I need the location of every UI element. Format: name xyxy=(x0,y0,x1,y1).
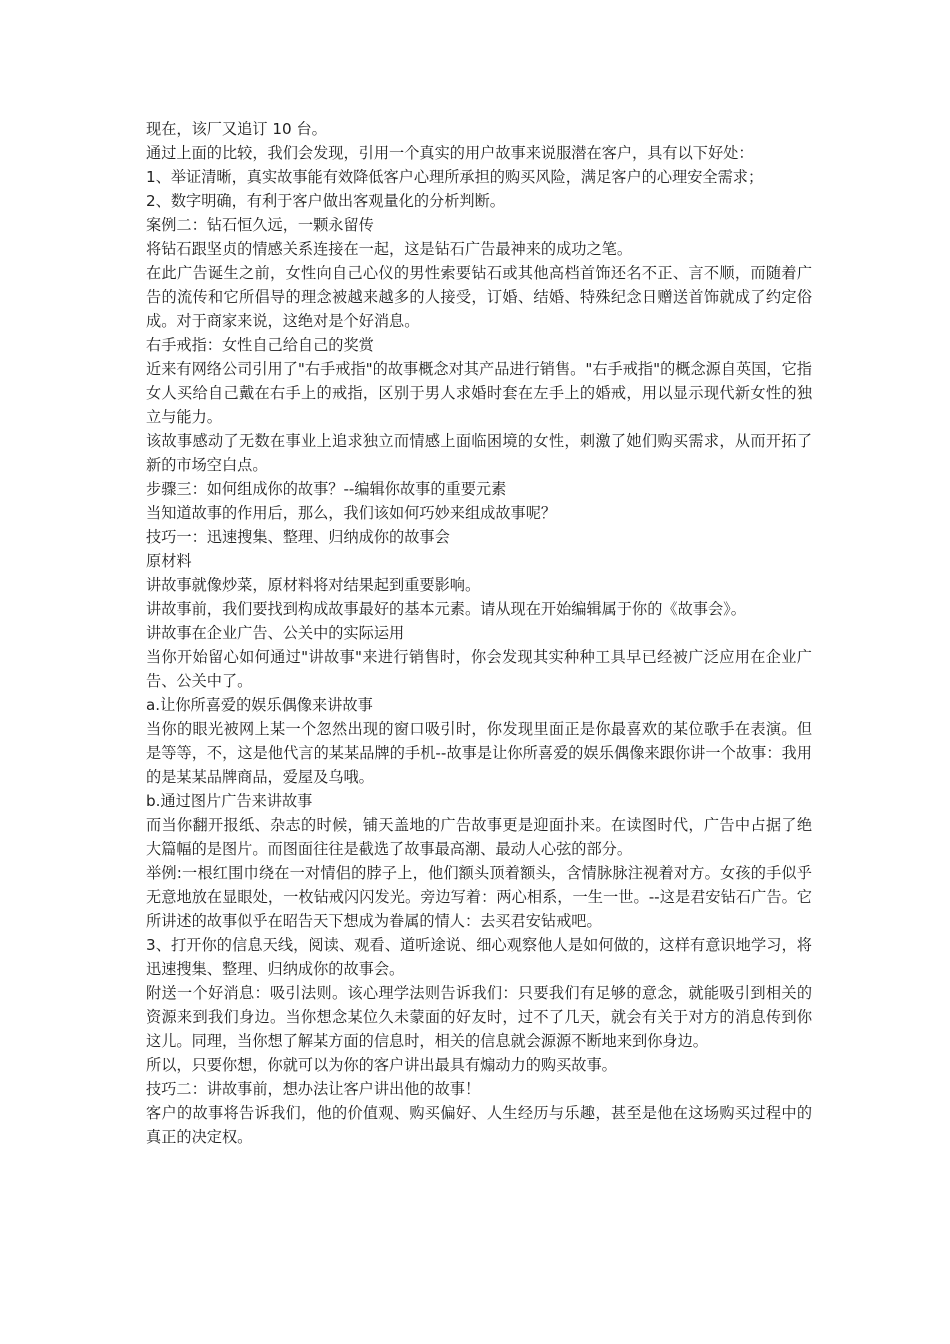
section-heading: 右手戒指：女性自己给自己的奖赏 xyxy=(146,336,374,354)
paragraph: 现在，该厂又追订 10 台。 xyxy=(146,120,327,138)
paragraph: 当知道故事的作用后，那么，我们该如何巧妙来组成故事呢？ xyxy=(146,504,557,522)
section-heading: 案例二：钻石恒久远，一颗永留传 xyxy=(146,216,374,234)
paragraph: 而当你翻开报纸、杂志的时候，铺天盖地的广告故事更是迎面扑来。在读图时代，广告中占据了绝大篇幅的是图片。而图面往往是截选了故事最高潮、最动人心弦的部分。 xyxy=(146,816,812,858)
section-heading: 讲故事在企业广告、公关中的实际运用 xyxy=(146,624,405,642)
paragraph: 将钻石跟坚贞的情感关系连接在一起，这是钻石广告最神来的成功之笔。 xyxy=(146,240,632,258)
section-heading: b.通过图片广告来讲故事 xyxy=(146,792,313,810)
paragraph: 当你的眼光被网上某一个忽然出现的窗口吸引时，你发现里面正是你最喜欢的某位歌手在表演。但是等等，不，这是他代言的某某品牌的手机--故事是让你所喜爱的娱乐偶像来跟你讲一个故事：我用的是某某品牌商品，爱屋及乌哦。 xyxy=(146,720,812,786)
paragraph: 3、打开你的信息天线，阅读、观看、道听途说、细心观察他人是如何做的，这样有意识地学习，将迅速搜集、整理、归纳成你的故事会。 xyxy=(146,936,812,978)
paragraph: 2、数字明确，有利于客户做出客观量化的分析判断。 xyxy=(146,192,505,210)
paragraph: 近来有网络公司引用了"右手戒指"的故事概念对其产品进行销售。"右手戒指"的概念源自英国，它指女人买给自己戴在右手上的戒指，区别于男人求婚时套在左手上的婚戒，用以显示现代新女性的独立与能力。 xyxy=(146,360,812,426)
paragraph: 举例:一根红围巾绕在一对情侣的脖子上，他们额头顶着额头，含情脉脉注视着对方。女孩的手似乎无意地放在显眼处，一枚钻戒闪闪发光。旁边写着：两心相系，一生一世。--这是君安钻石广告。它所讲述的故事似乎在昭告天下想成为眷属的情人：去买君安钻戒吧。 xyxy=(146,864,812,930)
paragraph: 讲故事前，我们要找到构成故事最好的基本元素。请从现在开始编辑属于你的《故事会》。 xyxy=(146,600,746,618)
paragraph: 讲故事就像炒菜，原材料将对结果起到重要影响。 xyxy=(146,576,481,594)
paragraph: 附送一个好消息：吸引法则。该心理学法则告诉我们：只要我们有足够的意念，就能吸引到相关的资源来到我们身边。当你想念某位久未蒙面的好友时，过不了几天，就会有关于对方的消息传到你这儿。同理，当你想了解某方面的信息时，相关的信息就会源源不断地来到你身边。 xyxy=(146,984,812,1050)
section-heading: 步骤三：如何组成你的故事？--编辑你故事的重要元素 xyxy=(146,480,507,498)
paragraph: 该故事感动了无数在事业上追求独立而情感上面临困境的女性，刺激了她们购买需求，从而开拓了新的市场空白点。 xyxy=(146,432,812,474)
paragraph: 通过上面的比较，我们会发现，引用一个真实的用户故事来说服潜在客户，具有以下好处： xyxy=(146,144,754,162)
section-heading: 原材料 xyxy=(146,552,192,570)
paragraph: 在此广告诞生之前，女性向自己心仪的男性索要钻石或其他高档首饰还名不正、言不顺，而随着广告的流传和它所倡导的理念被越来越多的人接受，订婚、结婚、特殊纪念日赠送首饰就成了约定俗成。对于商家来说，这绝对是个好消息。 xyxy=(146,264,812,330)
section-heading: 技巧一：迅速搜集、整理、归纳成你的故事会 xyxy=(146,528,450,546)
paragraph: 1、举证清晰，真实故事能有效降低客户心理所承担的购买风险，满足客户的心理安全需求； xyxy=(146,168,764,186)
section-heading: a.让你所喜爱的娱乐偶像来讲故事 xyxy=(146,696,373,714)
section-heading: 技巧二：讲故事前，想办法让客户讲出他的故事！ xyxy=(146,1080,481,1098)
document-body xyxy=(146,117,812,1149)
paragraph: 所以，只要你想，你就可以为你的客户讲出最具有煽动力的购买故事。 xyxy=(146,1056,617,1074)
paragraph: 客户的故事将告诉我们，他的价值观、购买偏好、人生经历与乐趣，甚至是他在这场购买过程中的真正的决定权。 xyxy=(146,1104,812,1146)
paragraph: 当你开始留心如何通过"讲故事"来进行销售时，你会发现其实种种工具早已经被广泛应用在企业广告、公关中了。 xyxy=(146,648,812,690)
